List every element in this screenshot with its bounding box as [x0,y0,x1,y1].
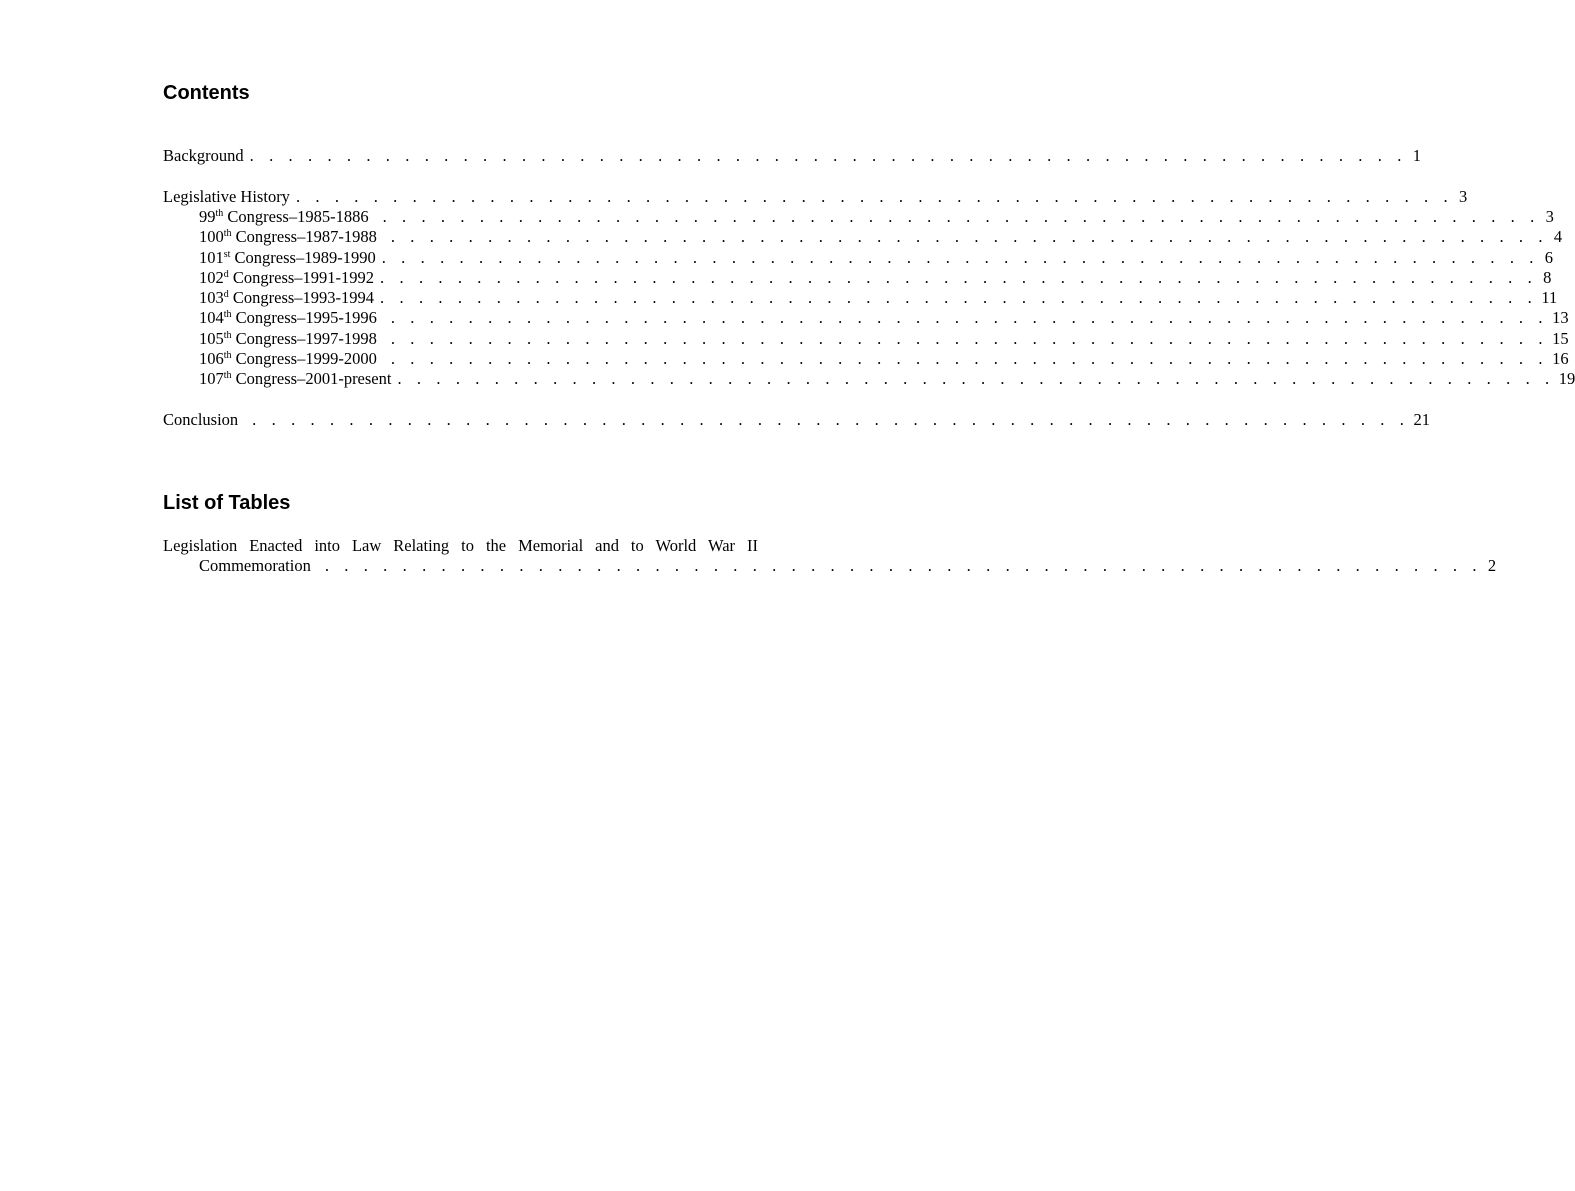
table-entry-line-1[interactable]: Legislation Enacted into Law Relating to the Memorial and to World War II [163,536,758,555]
toc-entry-104th-congress[interactable] [199,308,1569,328]
toc-entry-100th-congress[interactable] [199,227,1563,247]
toc-page-number: 21 [1413,410,1430,429]
contents-heading: Contents [163,82,250,104]
toc-entry-legislative-history[interactable] [163,187,1468,207]
dot-leader: . . . . . . . . . . . . . . . . . . . . . . . . . . . . . . . . . . . . . . . . . . . . . . . . . . . . . . . . . . . . [252,410,1410,429]
toc-entry-label: Legislative History [163,187,290,206]
dot-leader: . . . . . . . . . . . . . . . . . . . . . . . . . . . . . . . . . . . . . . . . . . . . . . . . . . . . . . . . . . . . [249,146,1407,165]
dot-leader: . . . . . . . . . . . . . . . . . . . . . . . . . . . . . . . . . . . . . . . . . . . . . . . . . . . . . . . . . . . . [390,349,1549,368]
toc-entry-label: 101st Congress–1989-1990 [199,248,376,267]
toc-page-number: 16 [1552,349,1569,368]
toc-page-number: 1 [1412,146,1421,165]
toc-entry-label: 106th Congress–1999-2000 [199,349,377,368]
toc-entry-105th-congress[interactable] [199,329,1569,349]
toc-page-number: 4 [1553,227,1563,246]
dot-leader: . . . . . . . . . . . . . . . . . . . . . . . . . . . . . . . . . . . . . . . . . . . . . . . . . . . . . . . . . . . . [397,369,1555,388]
table-entry-legislation[interactable] [199,556,1497,576]
toc-page-number: 19 [1558,369,1575,388]
dot-leader: . . . . . . . . . . . . . . . . . . . . . . . . . . . . . . . . . . . . . . . . . . . . . . . . . . . . . . . . . . . . [295,187,1454,206]
toc-entry-label: 104th Congress–1995-1996 [199,308,377,327]
list-of-tables-heading: List of Tables [163,492,291,514]
dot-leader: . . . . . . . . . . . . . . . . . . . . . . . . . . . . . . . . . . . . . . . . . . . . . . . . . . . . . . . . . . . . [390,227,1549,246]
toc-entry-102d-congress[interactable] [199,268,1552,288]
dot-leader: . . . . . . . . . . . . . . . . . . . . . . . . . . . . . . . . . . . . . . . . . . . . . . . . . . . . . . . . . . . . [380,268,1538,287]
toc-page-number: 6 [1544,248,1553,267]
toc-page-number: 15 [1552,329,1569,348]
toc-entry-99th-congress[interactable] [199,207,1554,227]
toc-page-number: 3 [1545,207,1554,226]
dot-leader: . . . . . . . . . . . . . . . . . . . . . . . . . . . . . . . . . . . . . . . . . . . . . . . . . . . . . . . . . . . . [381,248,1539,267]
toc-entry-label: Commemoration [199,556,311,575]
toc-entry-label: 100th Congress–1987-1988 [199,227,377,246]
toc-page-number: 11 [1541,288,1558,307]
toc-entry-101st-congress[interactable] [199,248,1553,268]
toc-entry-label: 102$^d$ Congress–1991-1992 [199,268,375,287]
toc-page-number: 13 [1552,308,1569,327]
dot-leader: . . . . . . . . . . . . . . . . . . . . . . . . . . . . . . . . . . . . . . . . . . . . . . . . . . . . . . . . . . . . [382,207,1540,226]
toc-page-number: 2 [1487,556,1497,575]
toc-entry-label: Background [163,146,244,165]
dot-leader: . . . . . . . . . . . . . . . . . . . . . . . . . . . . . . . . . . . . . . . . . . . . . . . . . . . . . . . . . . . . [390,329,1549,348]
dot-leader: . . . . . . . . . . . . . . . . . . . . . . . . . . . . . . . . . . . . . . . . . . . . . . . . . . . . . . . . . . . . [390,308,1549,327]
toc-entry-label: 107th Congress–2001-present [199,369,392,388]
dot-leader: . . . . . . . . . . . . . . . . . . . . . . . . . . . . . . . . . . . . . . . . . . . . . . . . . . . . . . . . . . . . [380,288,1538,307]
dot-leader: . . . . . . . . . . . . . . . . . . . . . . . . . . . . . . . . . . . . . . . . . . . . . . . . . . . . . . . . . . . . [324,556,1483,575]
toc-entry-conclusion[interactable] [163,410,1430,430]
toc-entry-label: 103$^d$ Congress–1993-1994 [199,288,375,307]
toc-entry-103d-congress[interactable] [199,288,1558,308]
toc-page-number: 8 [1543,268,1552,287]
toc-entry-label: 99th Congress–1985-1886 [199,207,369,226]
toc-entry-106th-congress[interactable] [199,349,1569,369]
toc-entry-107th-congress[interactable] [199,369,1575,389]
toc-entry-label: 105th Congress–1997-1998 [199,329,377,348]
toc-entry-label: Conclusion [163,410,239,429]
toc-page-number: 3 [1458,187,1468,206]
toc-entry-background[interactable] [163,146,1421,166]
